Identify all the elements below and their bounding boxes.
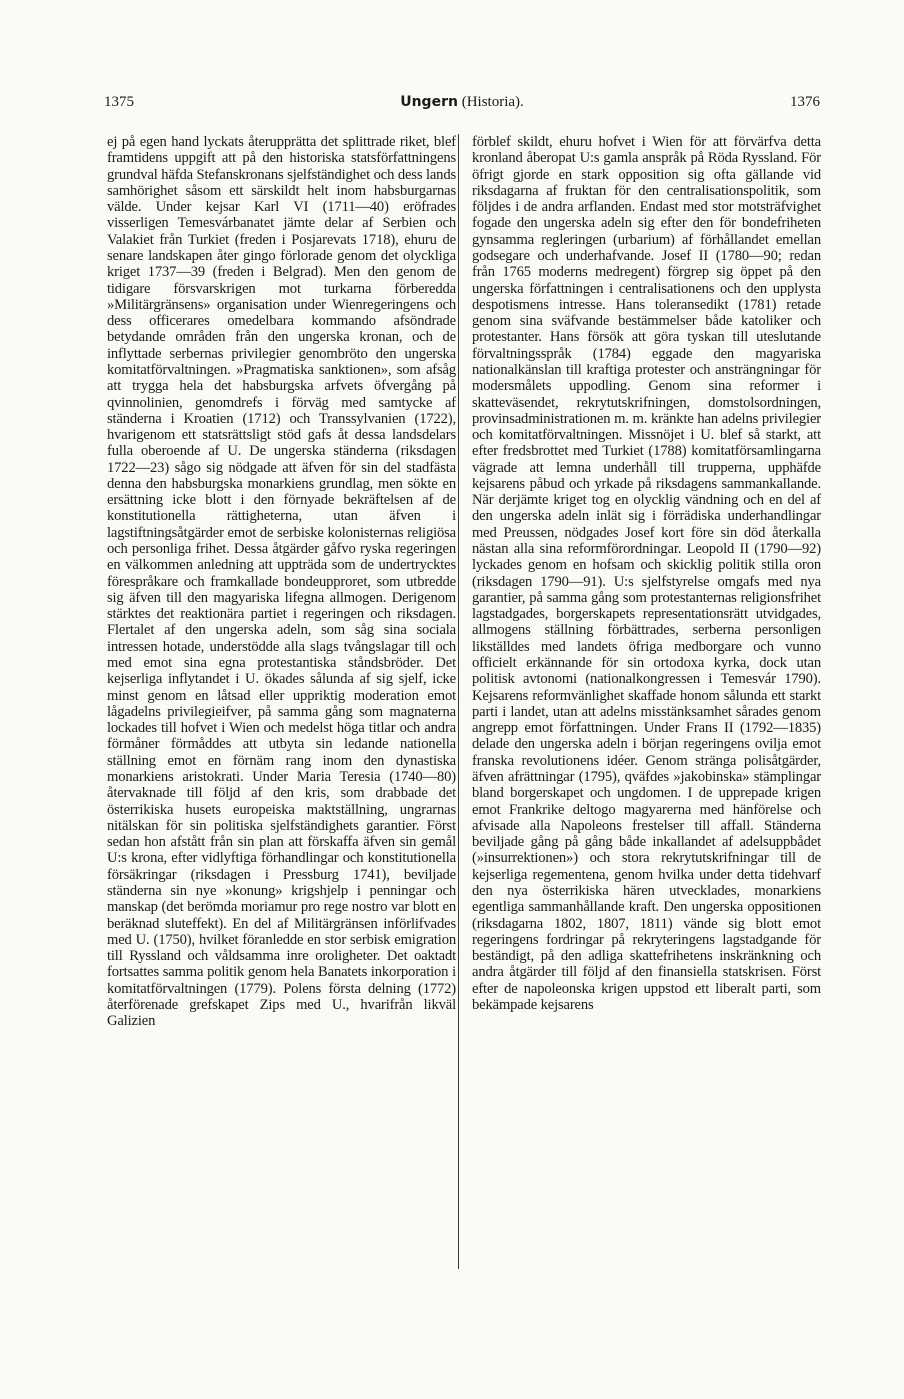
right-column-text: förblef skildt, ehuru hofvet i Wien för att förvärfva detta kronland åberopat U:s gamla anspråk på Röda Ryssland. För öfrigt gjorde en stark opposition sig ofta gällande vid riksdagarna af fruktan för den centralisationspolitik, som följdes i de andra arflanden. Endast med stor motsträfvighet fogade den ungerska adeln sig efter den för bondefriheten gynsamma regleringen (urbarium) af förhållandet emellan godsegare och underhafvande. Josef II (1780—90; redan från 1765 moderns medregent) förgrep sig öppet på den ungerska författningen i centralisationens och den upplysta despotismens intresse. Hans toleransedikt (1781) retade genom sina sväfvande bestämmelser både katoliker och protestanter. Hans försök att göra tyskan till uteslutande förvaltningsspråk (1784) eggade den magyariska nationalkänslan till kraftiga protester och ansträngningar för modersmålets uppodling. Genom sina reformer i skatteväsendet, rekrytutskrifningen, domstolsordningen, provinsadministrationen m. m. kränkte han adelns privilegier och komitatförvaltningen. Missnöjet i U. blef så starkt, att efter fredsbrottet med Turkiet (1788) komitatförsamlingarna vägrade att lemna underhåll till trupperna, upphäfde kejsarens påbud och yrkade på riksdagens sammankallande. När derjämte kriget tog en olycklig vändning och en del af den ungerska adeln inlät sig i förrädiska underhandlingar med Preussen, nödgades Josef kort före sin död återkalla nästan alla sina reformförordningar. Leopold II (1790—92) lyckades genom en hofsam och skicklig politik stilla oron (riksdagen 1790—91). U:s sjelfstyrelse omgafs med nya garantier, på samma gång som protestanternas religionsfrihet lagstadgades, borgerskapets representationsrätt utvidgades, allmogens ställning förbättrades, serberna personligen likställdes med landets öfriga medborgare och vunno officielt erkännande för sin ortodoxa kyrka, dock utan politisk avtonomi (nationalkongressen i Temesvár 1790). Kejsarens reformvänlighet skaffade honom sålunda ett starkt parti i landet, utan att adelns misstänksamhet sårades genom angrepp emot författningen. Under Frans II (1792—1835) delade den ungerska adeln i början regeringens ovilja emot franska revolutionens idéer. Genom stränga polisåtgärder, äfven afrättningar (1795), qväfdes »jakobinska» stämplingar bland borgerskapet och ungdomen. I de upprepade krigen emot Frankrike deltogo magyarerna med hänförelse och afvisade alla Napoleons frestelser till affall. Ständerna beviljade gång på gång både inkallandet af adelsuppbådet (»insurrektionen») och stora rekrytutskrifningar till de kejserliga regementena, genom hvilka under detta tidehvarf den nya österrikiska hären utvecklades, monarkiens egentliga sammanhållande kraft. Den ungerska oppositionen (riksdagarna 1802, 1807, 1811) vände sig blott emot regeringens fordringar på rekryteringens lagstadgande för beständigt, på den adliga skattefrihetens inskränkning och andra åtgärder till följd af den finansiella statskrisen. Först efter de napoleonska krigen uppstod ett liberalt parti, som bekämpade kejsarens bbox=[472, 134, 821, 1013]
right-page-number: 1376 bbox=[790, 94, 820, 110]
headword-subtitle: (Historia). bbox=[461, 94, 524, 110]
left-column bbox=[107, 134, 456, 1029]
left-column-text: ej på egen hand lyckats återupprätta det splittrade riket, blef framtidens uppgift att på den historiska statsförfattningens grundval häfda Stefanskronans sjelfständighet och dess lands samhörighet såsom ett särskildt helt inom habsburgarnas välde. Under kejsar Karl VI (1711—40) eröfrades visserligen Temesvárbanatet jämte delar af Serbien och Valakiet från Turkiet (freden i Posjarevats 1718), ehuru de senare landskapen åter gingo förlorade genom det olyckliga kriget 1737—39 (freden i Belgrad). Men den genom de tidigare försvarskrigen mot turkarna förberedda »Militärgränsens» organisation under Wienregeringens och dess officerares omedelbara kommando afsöndrade betydande områden från den ungerska kronan, och de inflyttade serbernas privilegier genombröto den ungerska komitatförvaltningen. »Pragmatiska sanktionen», som afsåg att trygga hela det habsburgska arfvets öfvergång på qvinnolinien, genomdrefs i förväg med samtycke af ständerna i Kroatien (1712) och Transsylvanien (1722), hvarigenom ett statsrättsligt stöd gafs åt dessa landsdelars fulla oberoende af U. De ungerska ständerna (riksdagen 1722—23) sågo sig nödgade att äfven för sin del stadfästa denna den habsburgska monarkiens grundlag, men sökte en ersättning icke blott i den förnyade bekräftelsen af de konstitutionella rättigheterna, utan äfven i lagstiftningsåtgärder emot de serbiske kolonisternas religiösa och personliga frihet. Dessa åtgärder gåfvo ryska regeringen en välkommen anledning att uppträda som de undertrycktes förespråkare och framkallade bondeupproret, som utbredde sig äfven till den magyariska lifegna allmogen. Derigenom stärktes det reaktionära partiet i regeringen och riksdagen. Flertalet af den ungerska adeln, som såg sina sociala intressen hotade, understödde alla slags tvångslagar till och med emot sina egna protestantiska ståndsbröder. Det kejserliga inflytandet i U. ökades sålunda af sig sjelf, icke minst genom en låtsad eller uppriktig moderation emot lågadelns privilegieifver, på samma gång som magnaterna lockades till hofvet i Wien och medelst höga titlar och andra förmåner förmåddes att utbyta sin ledande nationella ställning emot en förnäm rang inom den dynastiska monarkiens aristokrati. Under Maria Teresia (1740—80) återvaknade till följd af den kris, som drabbade det österrikiska husets europeiska maktställning, ungrarnas nitälskan för sin politiska sjelfständighets garantier. Först sedan hon afstått från sin plan att förskaffa äfven sin gemål U:s krona, efter vidlyftiga förhandlingar och konstitutionella försäkringar (riksdagen i Pressburg 1741), beviljade ständerna sin nye »konung» krigshjelp i penningar och manskap (det berömda moriamur pro rege nostro var blott en beräknad sluteffekt). En del af Militärgränsen införlifvades med U. (1750), hvilket föranledde en stor serbisk emigration till Ryssland och våldsamma inre oroligheter. Det oaktadt fortsattes samma politik genom hela Banatets inkorporation i komitatförvaltningen (1779). Polens första delning (1772) återförenade grefskapet Zips med U., hvarifrån likväl Galizien bbox=[107, 134, 456, 1030]
running-title bbox=[104, 94, 820, 111]
page-header bbox=[104, 94, 820, 118]
left-page-number: 1375 bbox=[104, 94, 134, 110]
column-divider bbox=[458, 134, 459, 1269]
headword: Ungern bbox=[400, 94, 458, 110]
right-column bbox=[472, 134, 821, 1013]
